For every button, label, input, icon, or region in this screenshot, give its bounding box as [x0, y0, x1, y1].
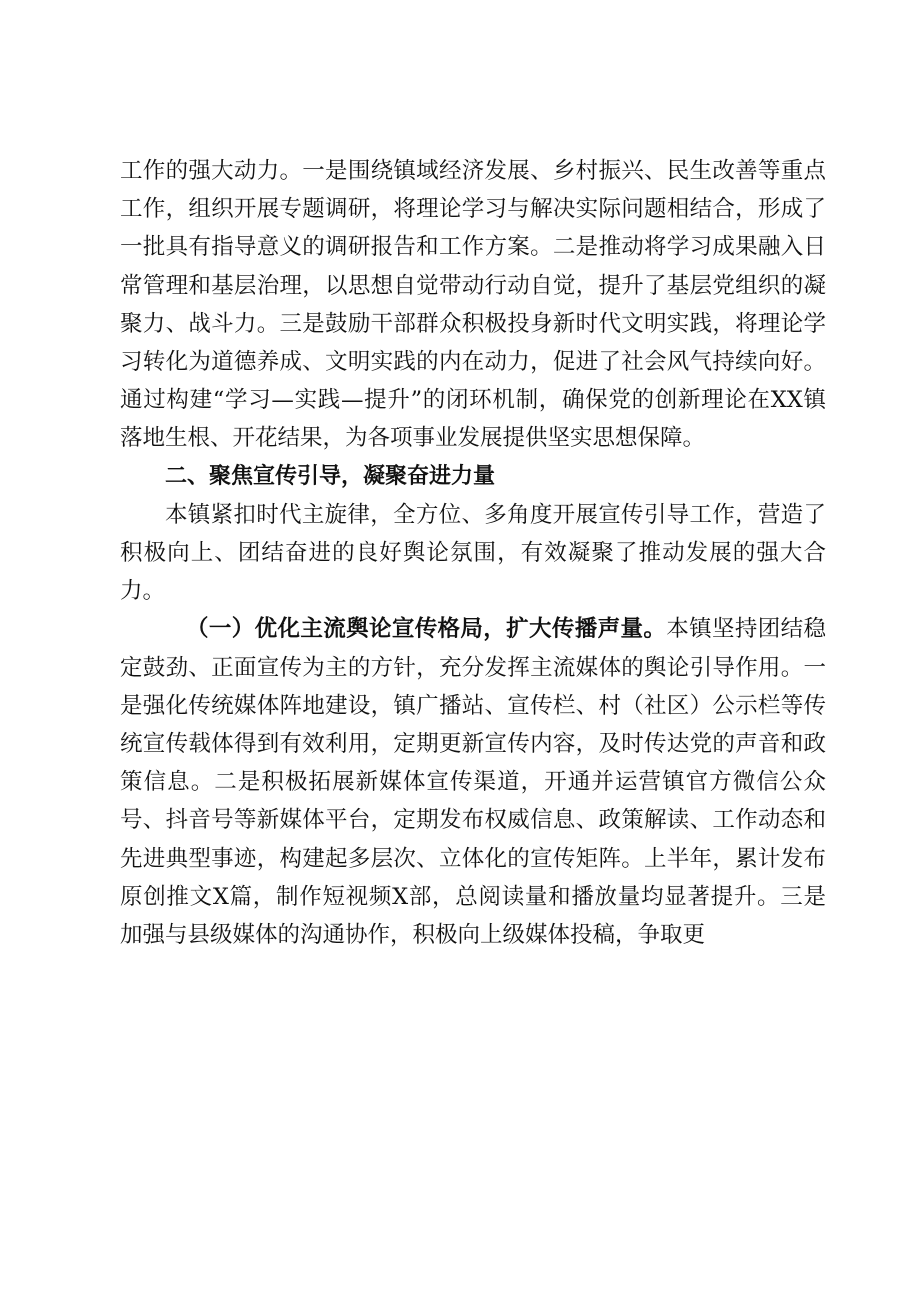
paragraph-continuation: 工作的强大动力。一是围绕镇域经济发展、乡村振兴、民生改善等重点工作，组织开展专题调研，将理论学习与解决实际问题相结合，形成了一批具有指导意义的调研报告和工作方案。二是推动将学习成果融入日常管理和基层治理，以思想自觉带动行动自觉，提升了基层党组织的凝聚力、战斗力。三是鼓励干部群众积极投身新时代文明实践，将理论学习转化为道德养成、文明实践的内在动力，促进了社会风气持续向好。通过构建“学习—实践—提升”的闭环机制，确保党的创新理论在XX镇落地生根、开花结果，为各项事业发展提供坚实思想保障。: [120, 158, 826, 452]
section-heading: 二、聚焦宣传引导，凝聚奋进力量: [165, 463, 496, 489]
document-body: [120, 152, 826, 954]
subsection-heading: （一）优化主流舆论宣传格局，扩大传播声量。: [186, 616, 667, 643]
subsection-paragraph: [120, 610, 826, 954]
subsection-body: 本镇坚持团结稳定鼓劲、正面宣传为主的方针，充分发挥主流媒体的舆论引导作用。一是强化传统媒体阵地建设，镇广播站、宣传栏、村（社区）公示栏等传统宣传载体得到有效利用，定期更新宣传内容，及时传达党的声音和政策信息。二是积极拓展新媒体宣传渠道，开通并运营镇官方微信公众号、抖音号等新媒体平台，定期发布权威信息、政策解读、工作动态和先进典型事迹，构建起多层次、立体化的宣传矩阵。上半年，累计发布原创推文X篇，制作短视频X部，总阅读量和播放量均显著提升。三是加强与县级媒体的沟通协作，积极向上级媒体投稿，争取更: [120, 616, 826, 949]
section-intro-paragraph: 本镇紧扣时代主旋律，全方位、多角度开展宣传引导工作，营造了积极向上、团结奋进的良好舆论氛围，有效凝聚了推动发展的强大合力。: [120, 501, 826, 605]
